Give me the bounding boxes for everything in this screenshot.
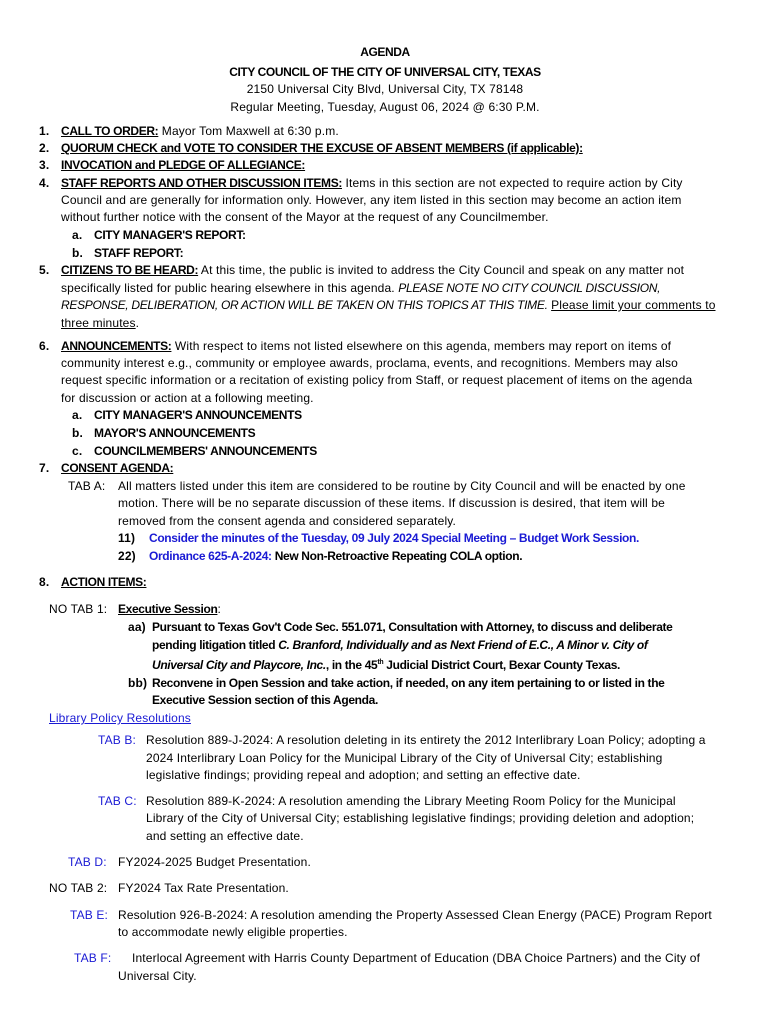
item-number: 1. — [39, 124, 50, 138]
item-text: Resolution 926-B-2024: A resolution amending the Property Assessed Clean Energy (PACE) Program Report — [118, 908, 712, 922]
item-text: community interest e.g., community or employee awards, proclama, events, and recognitions. Members may also — [61, 356, 678, 370]
item-text: Universal City. — [118, 969, 197, 983]
tab-label: TAB A: — [68, 479, 106, 493]
subitem-number: 22) — [118, 549, 136, 563]
item-notice: PLEASE NOTE NO CITY COUNCIL DISCUSSION, — [398, 281, 661, 295]
subitem-city-manager-report: CITY MANAGER'S REPORT: — [94, 228, 246, 242]
item-action-items: ACTION ITEMS: — [61, 575, 147, 589]
item-text: FY2024 Tax Rate Presentation. — [118, 881, 289, 895]
subitem-letter: c. — [72, 444, 83, 458]
item-text: without further notice with the consent of the Mayor at the request of any Councilmember. — [61, 210, 549, 224]
case-title: Universal City and Playcore, Inc. — [152, 658, 326, 672]
item-text: specifically listed for public hearing elsewhere in this agenda. — [61, 281, 399, 295]
subitem-councilmember-announcements: COUNCILMEMBERS' ANNOUNCEMENTS — [94, 444, 317, 458]
minutes-link[interactable]: Consider the minutes of the Tuesday, 09 July 2024 Special Meeting – Budget Work Session. — [149, 531, 640, 545]
subitem-text: , in the 45 — [325, 658, 378, 672]
subitem-letter: b. — [72, 426, 83, 440]
item-text-line — [61, 281, 660, 296]
item-text: With respect to items not listed elsewhere on this agenda, members may report on items of — [171, 339, 672, 353]
subitem-text: Pursuant to Texas Gov't Code Sec. 551.071, Consultation with Attorney, to discuss and deliberate — [152, 620, 673, 634]
subitem-text: Executive Session section of this Agenda. — [152, 693, 378, 707]
item-call-to-order — [61, 124, 339, 139]
item-text: and setting an effective date. — [146, 829, 304, 843]
item-text: : — [217, 602, 221, 616]
item-text: Mayor Tom Maxwell at 6:30 p.m. — [158, 124, 339, 138]
item-number: 8. — [39, 575, 50, 589]
item-text: Interlocal Agreement with Harris County Department of Education (DBA Choice Partners) and the City of — [132, 951, 701, 965]
agenda-title: AGENDA — [360, 45, 410, 59]
subitem-text: Reconvene in Open Session and take action, if needed, on any item pertaining to or listed in the — [152, 676, 665, 690]
item-label: CITIZENS TO BE HEARD: — [61, 263, 199, 277]
item-text: to accommodate newly eligible properties. — [118, 925, 348, 939]
item-text: . — [135, 316, 140, 330]
subitem-letter: a. — [72, 228, 83, 242]
item-text: Library of the City of Universal City; establishing legislative findings; providing deletion and adoption; — [146, 811, 695, 825]
meeting-info: Regular Meeting, Tuesday, August 06, 2024 @ 6:30 P.M. — [230, 100, 540, 114]
ordinal-suffix: th — [377, 659, 384, 666]
case-title: C. Branford, Individually and as Next Friend of E.C., A Minor v. City of — [278, 638, 648, 652]
subitem-text-line — [152, 638, 648, 653]
item-comment-limit: three minutes — [61, 316, 136, 330]
item-quorum-check: QUORUM CHECK and VOTE TO CONSIDER THE EXCUSE OF ABSENT MEMBERS (if applicable): — [61, 141, 583, 155]
item-text: request specific information or a recitation of existing policy from Staff, or request placement of items on the agenda — [61, 373, 693, 387]
subitem-ordinance — [149, 549, 522, 564]
item-comment-limit: Please limit your comments to — [551, 298, 716, 312]
ordinance-link[interactable]: Ordinance 625-A-2024: — [149, 549, 272, 563]
item-label: ANNOUNCEMENTS: — [61, 339, 172, 353]
item-text: for discussion or action at a following meeting. — [61, 391, 314, 405]
tab-label: NO TAB 2: — [49, 881, 108, 895]
tab-label: NO TAB 1: — [49, 602, 108, 616]
item-text: Items in this section are not expected to require action by City — [342, 176, 683, 190]
item-consent-agenda: CONSENT AGENDA: — [61, 461, 174, 475]
council-address: 2150 Universal City Blvd, Universal City, TX 78148 — [246, 82, 524, 96]
item-text: motion. There will be no separate discussion of these items. If discussion is desired, that item will be — [118, 496, 665, 510]
executive-session-title — [118, 602, 221, 617]
subitem-text-line — [152, 658, 620, 673]
item-text: 2024 Interlibrary Loan Policy for the Municipal Library of the City of Universal City; establishing — [146, 751, 663, 765]
item-number: 2. — [39, 141, 50, 155]
item-text: legislative findings; providing repeal and adoption; and setting an effective date. — [146, 768, 581, 782]
item-citizens-to-be-heard — [61, 263, 684, 278]
item-label: STAFF REPORTS AND OTHER DISCUSSION ITEMS: — [61, 176, 342, 190]
item-number: 4. — [39, 176, 50, 190]
item-text: FY2024-2025 Budget Presentation. — [118, 855, 311, 869]
item-label: CALL TO ORDER: — [61, 124, 159, 138]
library-policy-link[interactable]: Library Policy Resolutions — [49, 711, 191, 725]
subitem-text: New Non-Retroactive Repeating COLA option. — [271, 549, 523, 563]
item-notice: RESPONSE, DELIBERATION, OR ACTION WILL BE TAKEN ON THIS TOPICS AT THIS TIME. — [61, 298, 548, 312]
item-text-line — [61, 298, 716, 313]
item-text: At this time, the public is invited to address the City Council and speak on any matter not — [198, 263, 685, 277]
subitem-text: Judicial District Court, Bexar County Texas. — [383, 658, 621, 672]
council-name: CITY COUNCIL OF THE CITY OF UNIVERSAL CITY, TEXAS — [229, 65, 541, 79]
subitem-city-manager-announcements: CITY MANAGER'S ANNOUNCEMENTS — [94, 408, 302, 422]
item-number: 7. — [39, 461, 50, 475]
executive-session-label: Executive Session — [118, 602, 218, 616]
item-text: Council and are generally for information only. However, any item listed in this section may become an action item — [61, 193, 682, 207]
item-text: Resolution 889-K-2024: A resolution amending the Library Meeting Room Policy for the Municipal — [146, 794, 676, 808]
subitem-number: aa) — [128, 620, 146, 634]
item-text: Resolution 889-J-2024: A resolution deleting in its entirety the 2012 Interlibrary Loan Policy; adopting a — [146, 733, 706, 747]
tab-label[interactable]: TAB C: — [98, 794, 137, 808]
subitem-mayor-announcements: MAYOR'S ANNOUNCEMENTS — [94, 426, 256, 440]
tab-label[interactable]: TAB F: — [74, 951, 112, 965]
item-invocation: INVOCATION and PLEDGE OF ALLEGIANCE: — [61, 158, 306, 172]
item-announcements — [61, 339, 671, 354]
item-text: removed from the consent agenda and considered separately. — [118, 514, 457, 528]
subitem-letter: a. — [72, 408, 83, 422]
subitem-text: pending litigation titled — [152, 638, 279, 652]
item-number: 5. — [39, 263, 50, 277]
item-text: All matters listed under this item are considered to be routine by City Council and will be enacted by one — [118, 479, 686, 493]
subitem-number: 11) — [118, 531, 136, 545]
item-number: 6. — [39, 339, 50, 353]
item-text-line — [61, 316, 139, 331]
item-number: 3. — [39, 158, 50, 172]
subitem-letter: b. — [72, 246, 83, 260]
subitem-staff-report: STAFF REPORT: — [94, 246, 184, 260]
tab-label[interactable]: TAB D: — [68, 855, 107, 869]
tab-label[interactable]: TAB E: — [70, 908, 109, 922]
tab-label[interactable]: TAB B: — [98, 733, 137, 747]
subitem-number: bb) — [128, 676, 148, 690]
item-staff-reports — [61, 176, 683, 191]
